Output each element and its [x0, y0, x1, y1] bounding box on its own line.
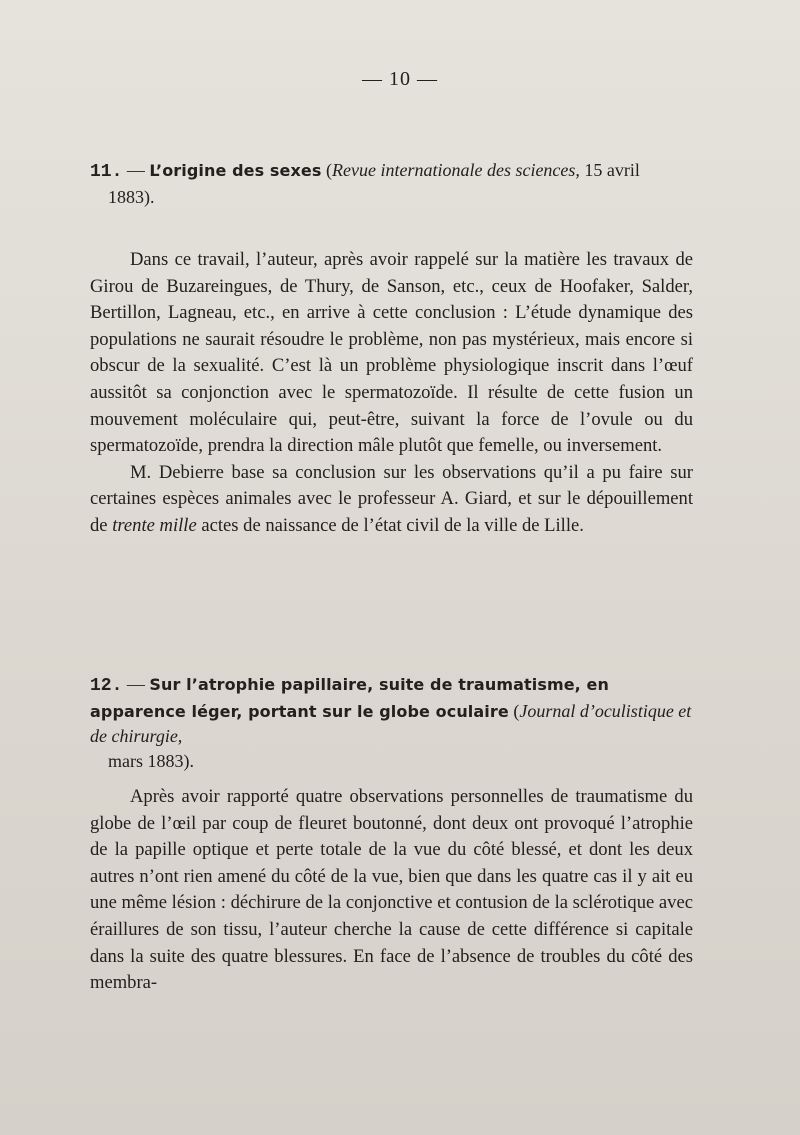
paragraph-text: actes de naissance de l’état civil de la ville de Lille. [196, 514, 584, 536]
entry-date-continuation: mars 1883). [108, 751, 194, 771]
source-open: ( [321, 160, 332, 180]
source-open: ( [508, 701, 520, 721]
entry-number: 12. [90, 676, 123, 696]
paragraph: Après avoir rapporté quatre observations personnelles de traumatisme du globe de l’œil par coup de fleuret boutonné, dont deux ont provoqué l’atrophie de la papille optique et perte totale de la vue du côté blessé, et dont les deux autres n’ont rien amené du côté de la vue, bien que dans les quatre cas il y ait eu une même lésion : déchirure de la conjonctive et contusion de la sclérotique avec éraillures de son tissu, l’auteur cherche la cause de cette différence si capitale dans la suite des quatre blessures. En face de l’absence de troubles du côté des membra- [90, 786, 693, 994]
entry-11-heading [90, 158, 695, 210]
entry-number: 11. [90, 162, 123, 182]
page-number: — 10 — [362, 68, 438, 90]
entry-12-body [90, 784, 693, 997]
entry-11-body [90, 247, 693, 540]
entry-source: Journal d’oculistique et de chirurgie, [90, 701, 692, 746]
entry-source: Revue internationale des sciences, [332, 160, 580, 180]
paragraph [90, 460, 693, 540]
entry-title: Sur l’atrophie papillaire, suite de traumatisme, en apparence léger, portant sur le globe oculaire [90, 675, 609, 721]
entry-date: 15 avril [579, 160, 640, 180]
paragraph-text: M. Debierre base sa conclusion sur les observations qu’il a pu faire sur certaines espèces animales avec le professeur A. Giard, et sur le dépouillement de [90, 461, 693, 536]
paragraph: Dans ce travail, l’auteur, après avoir rappelé sur la matière les travaux de Girou de Buzareingues, de Thury, de Sanson, etc., ceux de Hoofaker, Salder, Bertillon, Lagneau, etc., en arrive à cette conclusion : L’étude dynamique des populations ne saurait résoudre le problème, non pas mystérieux, mais encore si obscur de la sexualité. C’est là un problème physiologique inscrit dans l’œuf aussitôt sa conjonction avec le spermatozoïde. Il résulte de cette fusion un mouvement moléculaire qui, peut-être, suivant la force de l’ovule ou du spermatozoïde, prendra la direction mâle plutôt que femelle, ou inversement. [90, 249, 693, 457]
entry-dash: — [122, 674, 150, 694]
entry-12-heading [90, 672, 695, 774]
entry-title: L’origine des sexes [149, 161, 322, 180]
entry-dash: — [122, 160, 150, 180]
emphasis-text: trente mille [112, 514, 197, 536]
entry-date-continuation: 1883). [108, 187, 155, 207]
